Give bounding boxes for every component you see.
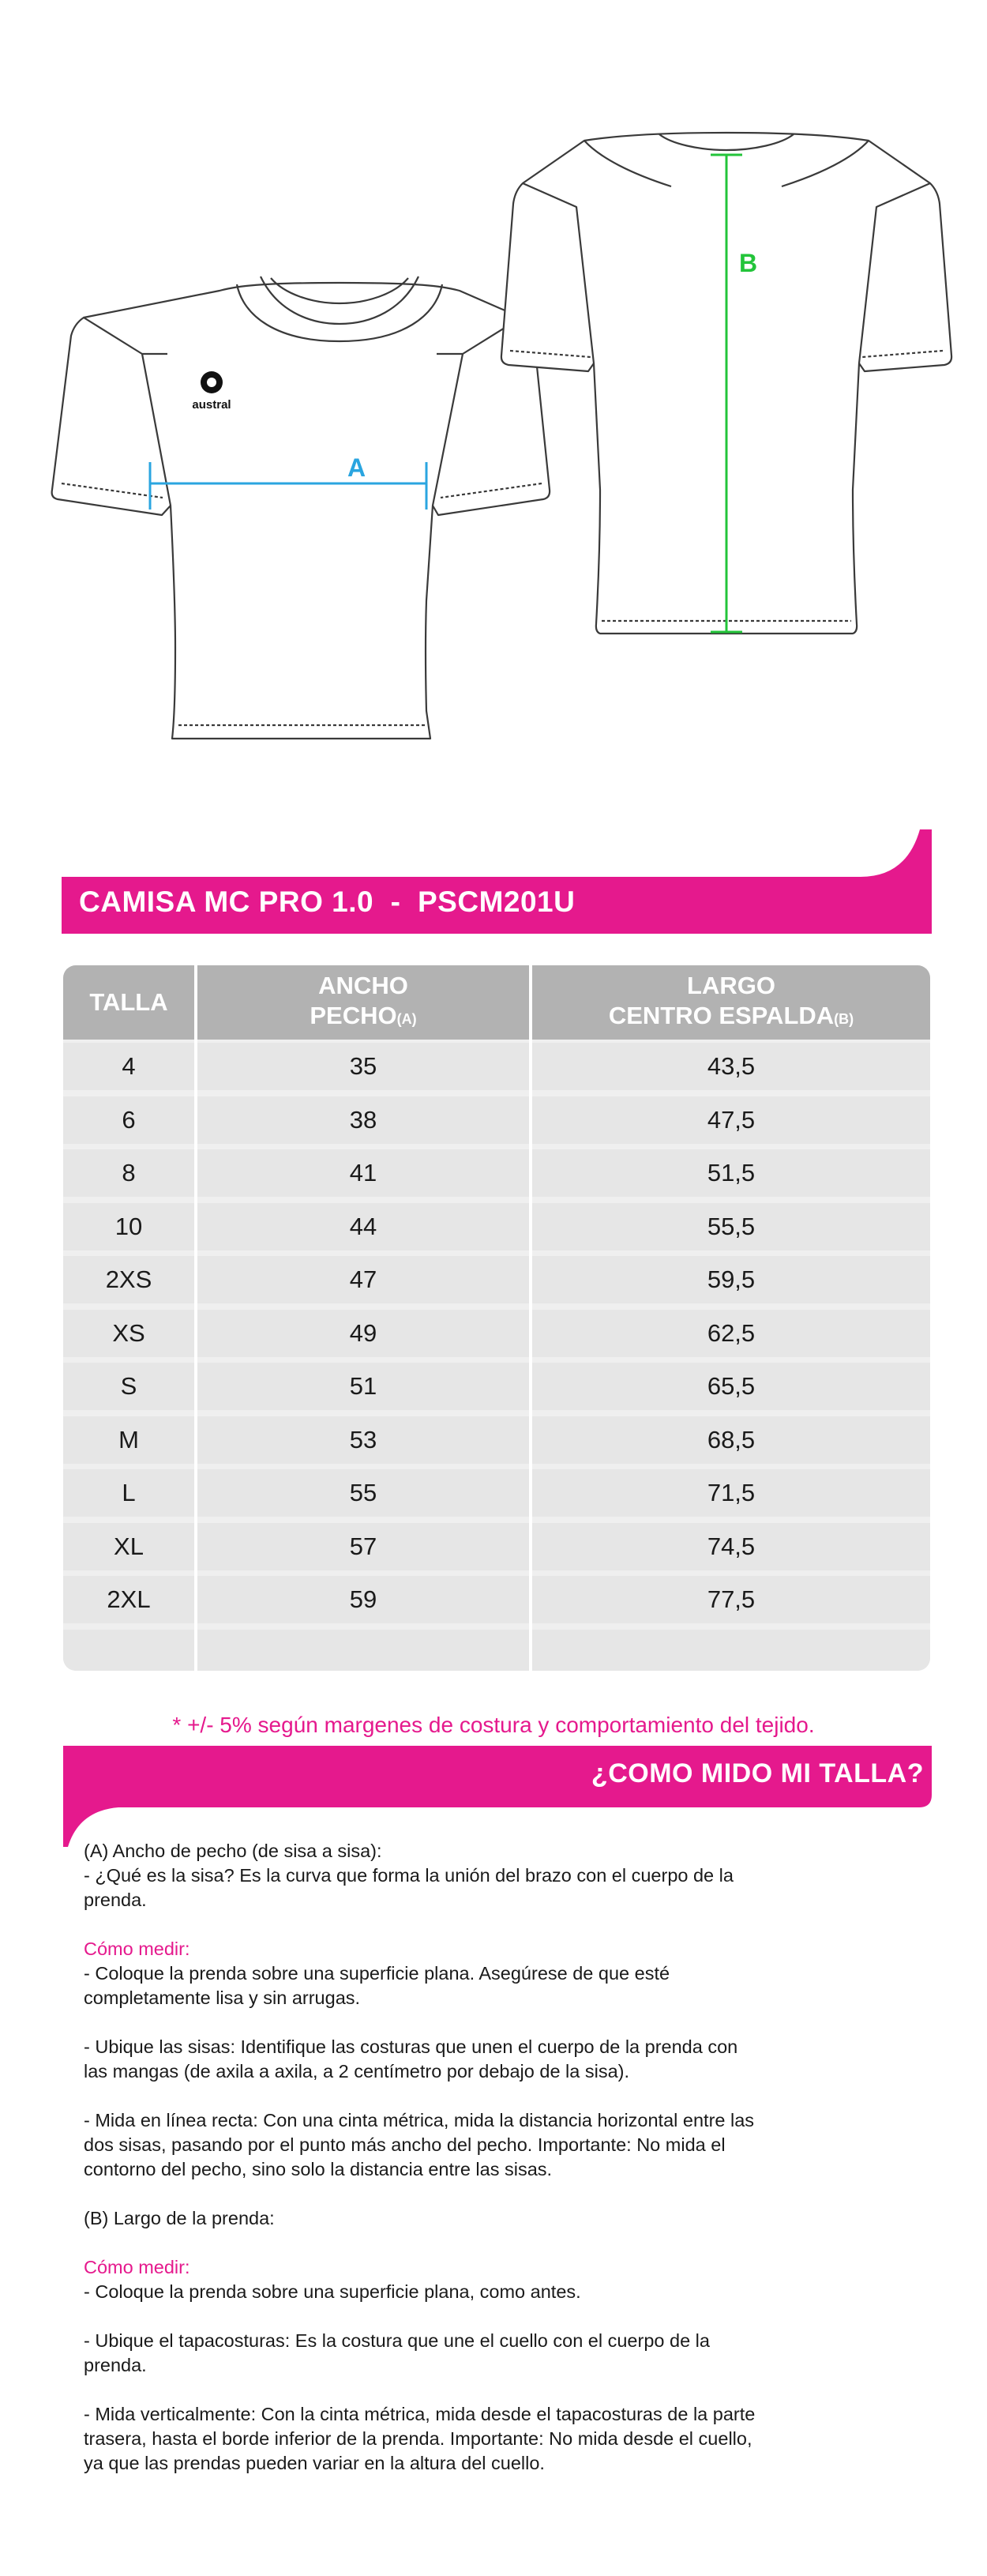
chest-width-cell: 41 — [349, 1159, 377, 1186]
section-b-how — [84, 2255, 763, 2304]
how-to-banner — [0, 1746, 987, 1848]
instruction-step: - Coloque la prenda sobre una superficie plana, como antes. — [84, 2281, 581, 2302]
size-cell: XL — [114, 1532, 144, 1560]
instruction-step: - Mida verticalmente: Con la cinta métrica, mida desde el tapacosturas de la parte trasera, hasta el borde inferior de la prenda. Importante: No mida desde el cuello, ya que las prendas pueden variar en la altura del cuello. — [84, 2404, 756, 2473]
back-length-cell: 71,5 — [707, 1479, 756, 1506]
garment-illustrations — [0, 0, 987, 798]
back-length-cell: 65,5 — [707, 1372, 756, 1400]
back-length-cell: 62,5 — [707, 1318, 756, 1347]
chest-width-cell: 53 — [349, 1425, 377, 1453]
size-cell: 8 — [122, 1159, 136, 1186]
chest-width-cell: 35 — [349, 1052, 377, 1080]
instruction-step: - Mida en línea recta: Con una cinta métrica, mida la distancia horizontal entre las dos sisas, pasando por el punto más ancho del pecho. Importante: No mida el contorno del pecho, sino solo la distancia entre las sisas. — [84, 2110, 755, 2179]
back-length-cell: 51,5 — [707, 1159, 756, 1186]
column-divider — [194, 965, 197, 1671]
chest-width-cell: 44 — [349, 1212, 377, 1240]
chest-width-cell — [197, 1630, 529, 1672]
size-table — [63, 965, 930, 1671]
header-ancho-pecho: ANCHO PECHO(A) — [310, 972, 417, 1029]
tolerance-note: * +/- 5% según margenes de costura y comportamiento del tejido. — [172, 1713, 815, 1737]
back-length-cell: 77,5 — [707, 1585, 756, 1613]
size-cell — [63, 1630, 194, 1672]
section-a-how — [84, 1937, 763, 2010]
back-length-cell: 68,5 — [707, 1425, 756, 1453]
section-a-intro: - ¿Qué es la sisa? Es la curva que forma la unión del brazo con el cuerpo de la prenda. — [84, 1865, 734, 1910]
size-cell: 6 — [122, 1105, 136, 1134]
back-length-cell: 59,5 — [707, 1265, 756, 1293]
table-row — [63, 1469, 930, 1517]
chest-width-cell: 49 — [349, 1318, 377, 1347]
size-cell: S — [120, 1372, 137, 1400]
chest-width-cell: 38 — [349, 1105, 377, 1134]
table-row — [63, 1416, 930, 1464]
table-row — [63, 1203, 930, 1250]
table-row — [63, 1363, 930, 1410]
size-cell: M — [118, 1425, 139, 1453]
back-length-cell: 47,5 — [707, 1105, 756, 1134]
size-cell: 2XS — [105, 1265, 152, 1293]
header-largo-centro-espalda: LARGO CENTRO ESPALDA(B) — [608, 972, 854, 1029]
chest-width-cell: 59 — [349, 1585, 377, 1613]
product-title: CAMISA MC PRO 1.0 - PSCM201U — [79, 886, 576, 918]
measuring-instructions — [84, 1839, 763, 2500]
back-length-cell: 55,5 — [707, 1212, 756, 1240]
front-shirt-illustration — [52, 276, 550, 739]
instruction-step: - Coloque la prenda sobre una superficie plana. Asegúrese de que esté completamente lisa y sin arrugas. — [84, 1963, 670, 2008]
measure-b-label: B — [739, 249, 758, 277]
table-row — [63, 1256, 930, 1303]
how-to-measure-label: Cómo medir: — [84, 1939, 190, 1959]
back-length-cell: 74,5 — [707, 1532, 756, 1560]
back-length-cell — [532, 1630, 930, 1672]
size-cell: 4 — [122, 1052, 136, 1080]
table-row — [63, 1149, 930, 1197]
size-cell: XS — [112, 1318, 145, 1347]
section-a — [84, 1839, 763, 1912]
table-row — [63, 1523, 930, 1570]
table-row — [63, 1310, 930, 1357]
svg-text:austral: austral — [192, 398, 231, 412]
section-b-heading: (B) Largo de la prenda: — [84, 2208, 275, 2228]
size-cell: L — [122, 1479, 136, 1506]
chest-width-cell: 47 — [349, 1265, 377, 1293]
how-to-title: ¿COMO MIDO MI TALLA? — [591, 1758, 924, 1788]
product-title-banner — [0, 829, 987, 940]
instruction-step: - Ubique las sisas: Identifique las costuras que unen el cuerpo de la prenda con las mangas (de axila a axila, a 2 centímetro por debajo de la sisa). — [84, 2036, 738, 2081]
table-row — [63, 1630, 930, 1672]
table-row — [63, 1096, 930, 1144]
back-length-cell: 43,5 — [707, 1052, 756, 1080]
header-talla: TALLA — [89, 988, 168, 1016]
column-divider — [529, 965, 532, 1671]
size-cell: 10 — [114, 1212, 143, 1240]
chest-width-cell: 51 — [349, 1372, 377, 1400]
size-cell: 2XL — [107, 1585, 151, 1613]
measure-a-label: A — [347, 453, 366, 482]
how-to-measure-label: Cómo medir: — [84, 2257, 190, 2277]
chest-width-cell: 57 — [349, 1532, 377, 1560]
section-a-heading: (A) Ancho de pecho (de sisa a sisa): — [84, 1841, 382, 1861]
table-row — [63, 1043, 930, 1090]
table-row — [63, 1576, 930, 1623]
table-header — [63, 965, 930, 1040]
instruction-step: - Ubique el tapacosturas: Es la costura que une el cuello con el cuerpo de la prenda. — [84, 2330, 710, 2375]
chest-width-cell: 55 — [349, 1479, 377, 1506]
